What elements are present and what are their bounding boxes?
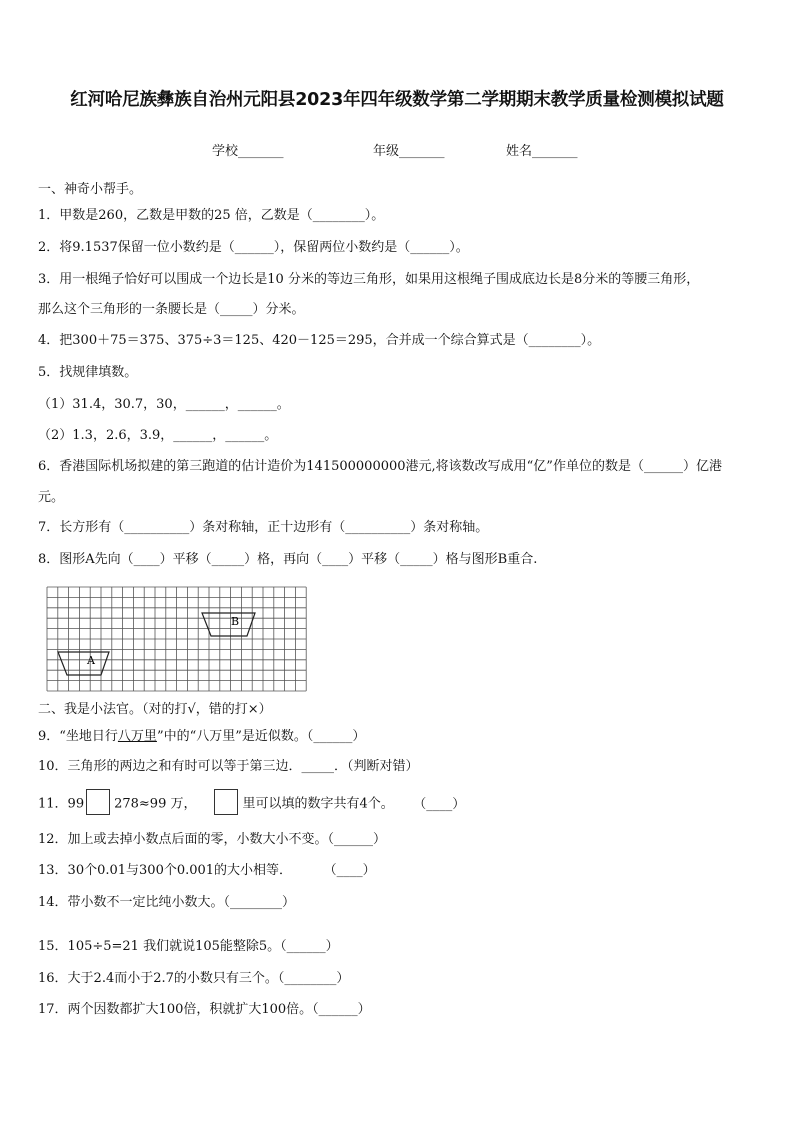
page-title: 红河哈尼族彝族自治州元阳县2023年四年级数学第二学期期末教学质量检测模拟试题 [70, 90, 724, 110]
question-10: 10．三角形的两边之和有时可以等于第三边．_____．（判断对错） [38, 759, 419, 774]
school-field: 学校_______ [212, 144, 284, 159]
question-7: 7．长方形有（__________）条对称轴，正十边形有（__________）条对称轴。 [38, 520, 489, 535]
question-11 [38, 791, 465, 817]
question-9-suffix: ”中的“八万里”是近似数。（______） [156, 729, 366, 744]
question-13-text: 13．30个0.01与300个0.001的大小相等． [38, 863, 293, 878]
question-3-line-1: 3．用一根绳子恰好可以围成一个边长是10 分米的等边三角形，如果用这根绳子围成底边长是8分米的等腰三角形， [38, 272, 700, 287]
question-5-part-2: （2）1.3，2.6，3.9，______，______。 [38, 428, 278, 443]
name-field: 姓名_______ [506, 144, 578, 159]
blank-box [86, 789, 110, 815]
question-8: 8．图形A先向（____）平移（_____）格，再向（____）平移（_____）格与图形B重合. [38, 552, 538, 567]
translation-grid-figure [45, 585, 309, 697]
question-1: 1．甲数是260，乙数是甲数的25 倍，乙数是（________）。 [38, 208, 385, 223]
question-11-text: 里可以填的数字共有4个。 [242, 796, 394, 812]
question-3-line-2: 那么这个三角形的一条腰长是（_____）分米。 [38, 302, 305, 317]
question-14: 14．带小数不一定比纯小数大。（________） [38, 895, 296, 910]
shape-b-label: B [231, 615, 240, 628]
question-17: 17．两个因数都扩大100倍，积就扩大100倍。（______） [38, 1002, 371, 1017]
blank-box [214, 789, 238, 815]
question-9-prefix: 9．“坐地日行 [38, 729, 118, 744]
grade-field: 年级_______ [373, 144, 445, 159]
question-2: 2．将9.1537保留一位小数约是（______），保留两位小数约是（______）。 [38, 240, 469, 255]
question-6-line-1: 6．香港国际机场拟建的第三跑道的估计造价为141500000000港元,将该数改写成用“亿”作单位的数是（______）亿港 [38, 459, 722, 474]
question-9-underlined: 八万里 [117, 729, 157, 744]
question-9 [38, 727, 365, 747]
grid-svg [45, 585, 309, 693]
shape-a-label: A [87, 654, 95, 667]
question-12: 12．加上或去掉小数点后面的零，小数大小不变。（______） [38, 832, 387, 847]
question-13-answer: （____） [330, 863, 376, 878]
question-11-number: 11．99 [38, 796, 85, 812]
question-5: 5．找规律填数。 [38, 365, 138, 380]
question-11-answer: （____） [419, 796, 466, 812]
question-16: 16．大于2.4而小于2.7的小数只有三个。（________） [38, 971, 350, 986]
question-15: 15．105÷5=21 我们就说105能整除5。（______） [38, 939, 339, 954]
question-4: 4．把300＋75＝375、375÷3＝125、420－125＝295，合并成一个综合算式是（________）。 [38, 333, 601, 348]
shape-b [202, 613, 255, 636]
section-1-heading: 一、神奇小帮手。 [38, 182, 143, 197]
question-5-part-1: （1）31.4，30.7，30，______，______。 [38, 397, 290, 412]
section-2-heading: 二、我是小法官。（对的打√，错的打×） [38, 702, 272, 717]
question-13 [38, 861, 376, 881]
question-11-middle: 278≈99 万， [114, 796, 197, 812]
question-6-line-2: 元。 [38, 490, 65, 505]
